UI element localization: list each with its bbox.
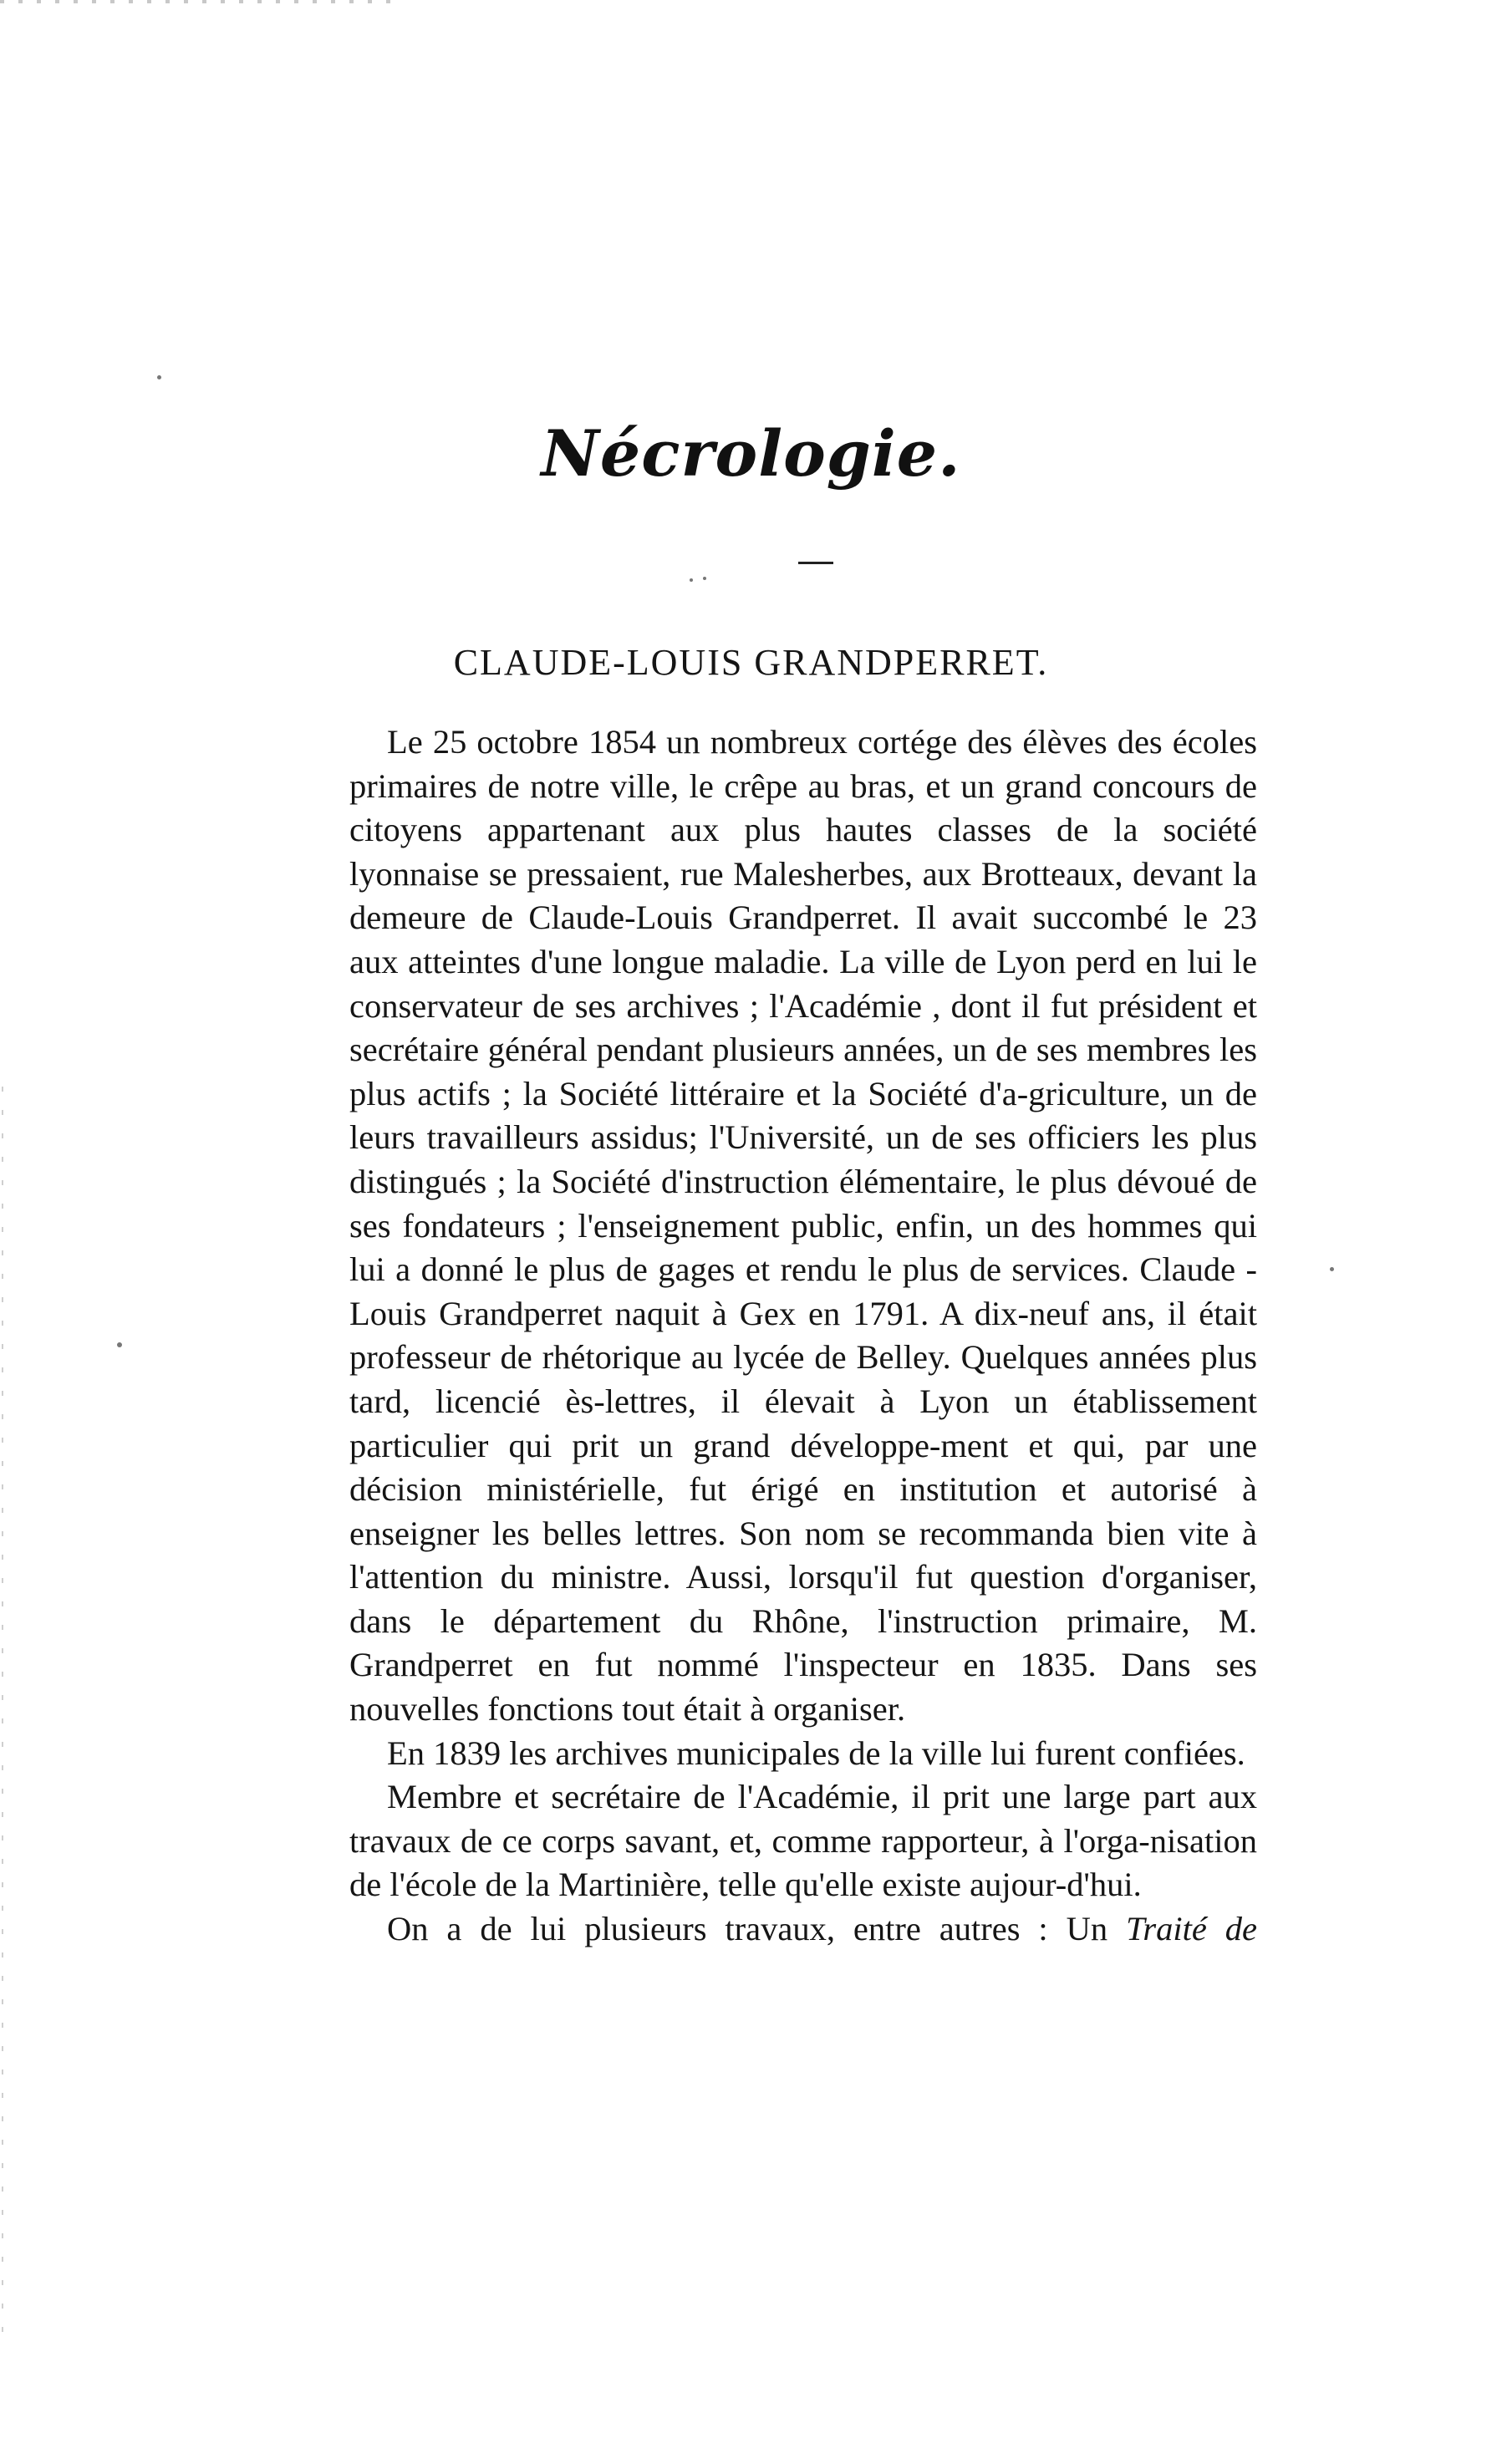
paragraph-text: On a de lui plusieurs travaux, entre autres : Un [387, 1910, 1108, 1948]
page-edge-mark [0, 0, 401, 3]
print-speck [117, 1342, 122, 1347]
page-heading: Nécrologie. [541, 416, 961, 491]
book-title-fragment: Traité de [1126, 1910, 1258, 1948]
paragraph: Membre et secrétaire de l'Académie, il prit une large part aux travaux de ce corps savant, et, comme rapporteur, à l'orga-nisation de l'école de la Martinière, telle qu'elle existe aujour-d'hui. [349, 1778, 1257, 1904]
print-speck [703, 577, 706, 580]
print-speck [1330, 1267, 1334, 1271]
title-rule [798, 562, 833, 564]
paragraph-continued [349, 1907, 1257, 1952]
page-edge-mark [2, 1087, 3, 2340]
print-speck [157, 375, 161, 379]
article-body [349, 720, 1257, 1952]
section-title: CLAUDE-LOUIS GRANDPERRET. [453, 642, 1049, 683]
paragraph: En 1839 les archives municipales de la ville lui furent confiées. [387, 1733, 1245, 1772]
paragraph: Le 25 octobre 1854 un nombreux cortége des élèves des écoles primaires de notre ville, le crêpe au bras, et un grand concours de citoyens appartenant aux plus hautes classes de la société lyonnaise se pressaient, rue Malesherbes, aux Brotteaux, devant la demeure de Claude-Louis Grandperret. Il avait succombé le 23 aux atteintes d'une longue maladie. La ville de Lyon perd en lui le conservateur de ses archives ; l'Académie , dont il fut président et secrétaire général pendant plusieurs années, un de ses membres les plus actifs ; la Société littéraire et la Société d'a-griculture, un de leurs travailleurs assidus; l'Université, un de ses officiers les plus distingués ; la Société d'instruction élémentaire, le plus dévoué de ses fondateurs ; l'enseignement public, enfin, un des hommes qui lui a donné le plus de gages et rendu le plus de services. Claude - Louis Grandperret naquit à Gex en 1791. A dix-neuf ans, il était professeur de rhétorique au lycée de Belley. Quelques années plus tard, licencié ès-lettres, il élevait à Lyon un établissement particulier qui prit un grand développe-ment et qui, par une décision ministérielle, fut érigé en institution et autorisé à enseigner les belles lettres. Son nom se recommanda bien vite à l'attention du ministre. Aussi, lorsqu'il fut question d'organiser, dans le département du Rhône, l'instruction primaire, M. Grandperret en fut nommé l'inspecteur en 1835. Dans ses nouvelles fonctions tout était à organiser. [349, 723, 1257, 1728]
print-speck [690, 578, 693, 582]
